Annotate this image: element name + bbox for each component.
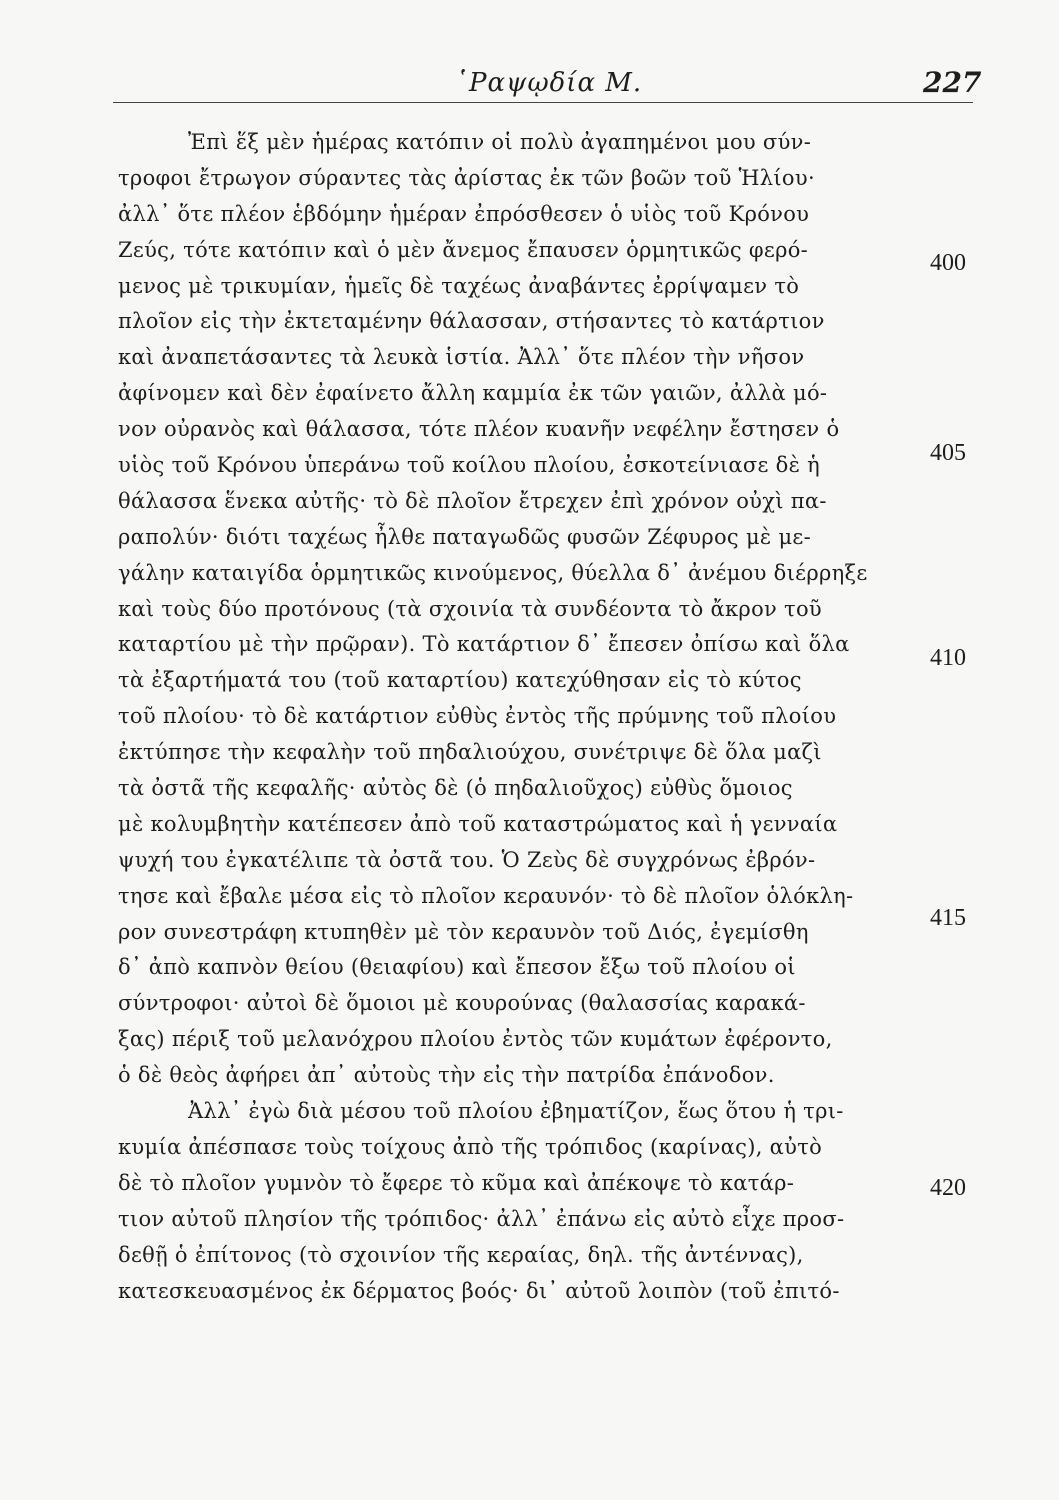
- text-line: Ἐπὶ ἕξ μὲν ἡμέρας κατόπιν οἱ πολὺ ἀγαπημένοι μου σύν-: [188, 130, 812, 154]
- text-line: μενος μὲ τρικυμίαν, ἡμεῖς δὲ ταχέως ἀναβάντες ἐρρίψαμεν τὸ: [118, 273, 800, 298]
- text-line: δεθῇ ὁ ἐπίτονος (τὸ σχοινίον τῆς κεραίας, δηλ. τῆς ἀντέννας),: [118, 1242, 804, 1267]
- text-line: Ἀλλ᾽ ἐγὼ διὰ μέσου τοῦ πλοίου ἐβηματίζον, ἕως ὅτου ἡ τρι-: [188, 1099, 844, 1124]
- text-line: ἀφίνομεν καὶ δὲν ἐφαίνετο ἄλλη καμμία ἐκ τῶν γαιῶν, ἀλλὰ μό-: [118, 381, 828, 406]
- verse-number: 400: [930, 250, 966, 276]
- text-line: τὰ ἐξαρτήματά του (τοῦ καταρτίου) κατεχύθησαν εἰς τὸ κύτος: [118, 668, 802, 693]
- text-line: κατεσκευασμένος ἐκ δέρματος βοός· δι᾽ αὐτοῦ λοιπὸν (τοῦ ἐπιτό-: [118, 1278, 840, 1303]
- text-line: ἀλλ᾽ ὅτε πλέον ἑβδόμην ἡμέραν ἐπρόσθεσεν ὁ υἱὸς τοῦ Κρόνου: [118, 201, 810, 226]
- text-line: ὁ δὲ θεὸς ἀφήρει ἀπ᾽ αὐτοὺς τὴν εἰς τὴν πατρίδα ἐπάνοδον.: [118, 1063, 775, 1088]
- text-line: καὶ τοὺς δύο προτόνους (τὰ σχοινία τὰ συνδέοντα τὸ ἄκρον τοῦ: [118, 596, 822, 621]
- header-rule: [113, 102, 973, 103]
- verse-number: 410: [930, 645, 966, 671]
- text-line: ραπολύν· διότι ταχέως ἦλθε παταγωδῶς φυσῶν Ζέφυρος μὲ με-: [118, 524, 811, 549]
- text-line: κυμία ἀπέσπασε τοὺς τοίχους ἀπὸ τῆς τρόπιδος (καρίνας), αὐτὸ: [118, 1134, 823, 1159]
- text-line: δὲ τὸ πλοῖον γυμνὸν τὸ ἔφερε τὸ κῦμα καὶ ἀπέκοψε τὸ κατάρ-: [118, 1170, 795, 1195]
- text-line: δ᾽ ἀπὸ καπνὸν θείου (θειαφίου) καὶ ἔπεσον ἔξω τοῦ πλοίου οἱ: [118, 955, 796, 980]
- text-line: Ζεύς, τότε κατόπιν καὶ ὁ μὲν ἄνεμος ἔπαυσεν ὁρμητικῶς φερό-: [118, 237, 809, 262]
- text-line: πλοῖον εἰς τὴν ἐκτεταμένην θάλασσαν, στήσαντες τὸ κατάρτιον: [118, 309, 825, 334]
- text-line: καὶ ἀναπετάσαντες τὰ λευκὰ ἱστία. Ἀλλ᾽ ὅτε πλέον τὴν νῆσον: [118, 345, 805, 370]
- text-line: μὲ κολυμβητὴν κατέπεσεν ἀπὸ τοῦ καταστρώματος καὶ ἡ γενναία: [118, 811, 838, 836]
- text-line: νον οὐρανὸς καὶ θάλασσα, τότε πλέον κυανῆν νεφέλην ἔστησεν ὁ: [118, 417, 840, 442]
- text-line: τροφοι ἔτρωγον σύραντες τὰς ἀρίστας ἐκ τῶν βοῶν τοῦ Ἡλίου·: [118, 165, 815, 190]
- text-line: ἐκτύπησε τὴν κεφαλὴν τοῦ πηδαλιούχου, συνέτριψε δὲ ὅλα μαζὶ: [118, 740, 822, 765]
- text-line: ψυχή του ἐγκατέλιπε τὰ ὀστᾶ του. Ὁ Ζεὺς δὲ συγχρόνως ἐβρόν-: [118, 847, 816, 872]
- verse-number: 415: [930, 905, 966, 931]
- text-line: τησε καὶ ἔβαλε μέσα εἰς τὸ πλοῖον κεραυνόν· τὸ δὲ πλοῖον ὁλόκλη-: [118, 883, 854, 908]
- text-line: ρον συνεστράφη κτυπηθὲν μὲ τὸν κεραυνὸν τοῦ Διός, ἐγεμίσθη: [118, 919, 809, 944]
- page-number: 227: [923, 66, 982, 99]
- verse-number: 420: [930, 1175, 966, 1201]
- text-line: σύντροφοι· αὐτοὶ δὲ ὅμοιοι μὲ κουρούνας (θαλασσίας καρακά-: [118, 991, 806, 1016]
- body-text: [118, 125, 908, 1309]
- running-title: ῾Ραψῳδία Μ.: [455, 68, 643, 98]
- text-line: τὰ ὀστᾶ τῆς κεφαλῆς· αὐτὸς δὲ (ὁ πηδαλιοῦχος) εὐθὺς ὅμοιος: [118, 776, 793, 801]
- text-line: θάλασσα ἕνεκα αὐτῆς· τὸ δὲ πλοῖον ἔτρεχεν ἐπὶ χρόνον οὐχὶ πα-: [118, 488, 827, 513]
- text-line: γάλην καταιγίδα ὁρμητικῶς κινούμενος, θύελλα δ᾽ ἀνέμου διέρρηξε: [118, 560, 868, 585]
- text-line: ξας) πέριξ τοῦ μελανόχρου πλοίου ἐντὸς τῶν κυμάτων ἐφέροντο,: [118, 1027, 833, 1052]
- text-line: υἱὸς τοῦ Κρόνου ὑπεράνω τοῦ κοίλου πλοίου, ἐσκοτείνιασε δὲ ἡ: [118, 453, 821, 478]
- text-line: τοῦ πλοίου· τὸ δὲ κατάρτιον εὐθὺς ἐντὸς τῆς πρύμνης τοῦ πλοίου: [118, 704, 837, 729]
- text-line: καταρτίου μὲ τὴν πρῷραν). Τὸ κατάρτιον δ᾽ ἔπεσεν ὀπίσω καὶ ὅλα: [118, 632, 850, 657]
- text-line: τιον αὐτοῦ πλησίον τῆς τρόπιδος· ἀλλ᾽ ἐπάνω εἰς αὐτὸ εἶχε προσ-: [118, 1206, 845, 1231]
- verse-number: 405: [930, 440, 966, 466]
